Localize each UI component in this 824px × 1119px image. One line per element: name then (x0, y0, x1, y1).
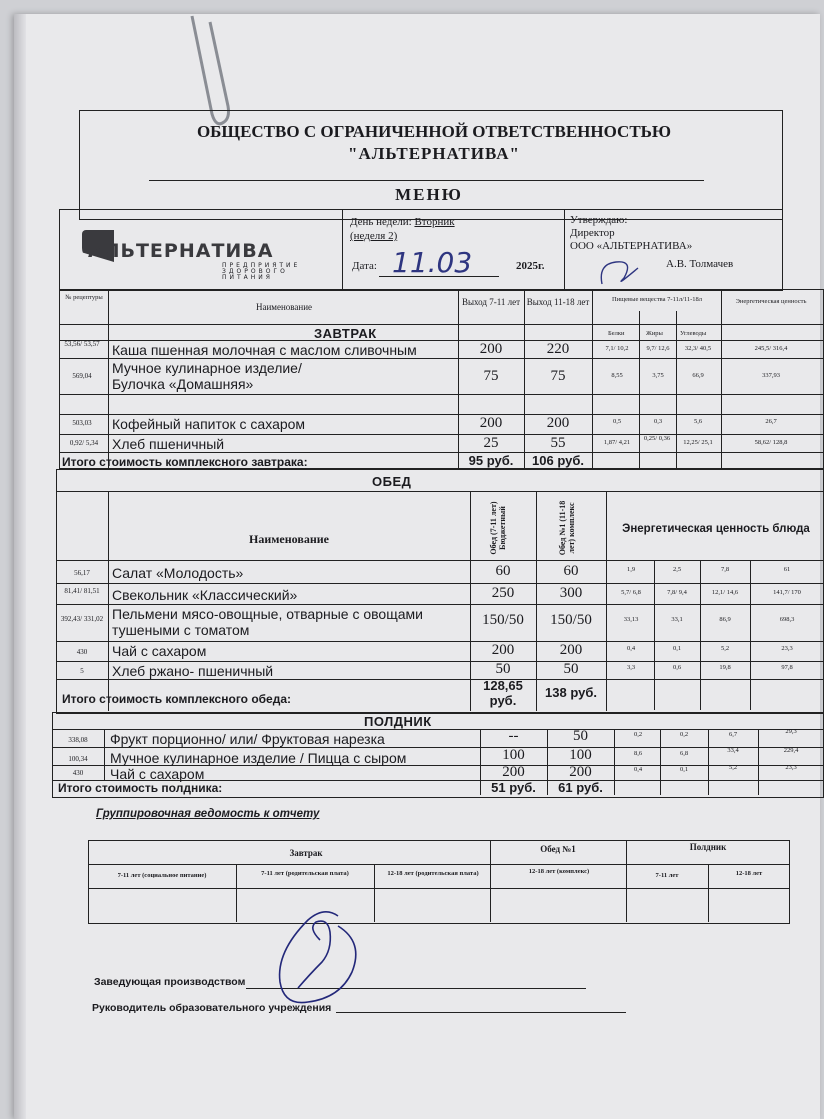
output-11-18: 220 (546, 341, 570, 357)
output-11-18: 300 (559, 585, 583, 601)
protein: 0,2 (633, 731, 643, 738)
energy: 337,93 (762, 372, 780, 379)
approve-role: Директор (570, 227, 615, 239)
output-11-18: 50 (563, 661, 579, 677)
carbs: 5,6 (693, 418, 703, 425)
dish-name: Хлеб ржано- пшеничный (112, 663, 274, 679)
recipe-code: 53,56/ 53,57 (64, 340, 100, 348)
recipe-code: 503,03 (72, 419, 92, 427)
report-col-1: 7-11 лет (социальное питание) (117, 872, 207, 879)
report-col-6: 12-18 лет (735, 870, 763, 877)
report-col-5: 7-11 лет (655, 872, 679, 879)
dish-name: Мучное кулинарное изделие / Пицца с сыром (110, 750, 407, 766)
lunch-total-label: Итого стоимость комплексного обеда: (62, 692, 292, 706)
energy: 229,4 (783, 747, 799, 754)
output-7-11: 250 (491, 585, 515, 601)
dish-name: Хлеб пшеничный (112, 436, 225, 452)
fat: 6,8 (679, 750, 689, 757)
protein: 7,1/ 10,2 (605, 345, 629, 352)
report-col-2: 7-11 лет (родительская плата) (261, 870, 349, 877)
fat: 9,7/ 12,6 (646, 345, 670, 352)
energy: 23,3 (785, 764, 797, 771)
output-7-11: 100 (502, 747, 525, 763)
fat: 0,6 (672, 664, 682, 671)
report-col-3: 12-18 лет (родительская плата) (387, 870, 479, 877)
recipe-code: 430 (72, 769, 84, 777)
carbs: 32,3/ 40,5 (684, 345, 712, 352)
fat: 0,25/ 0,36 (643, 435, 671, 442)
protein: 33,13 (623, 616, 639, 623)
output-11-18: 75 (550, 368, 566, 384)
approve-block (570, 214, 692, 253)
head-school-line (336, 1012, 626, 1013)
carbs: 12,1/ 14,6 (711, 589, 739, 596)
output-11-18: 150/50 (550, 612, 592, 628)
carbs: 66,9 (692, 372, 704, 379)
recipe-code: 100,34 (68, 755, 88, 763)
org-name-line2: "АЛЬТЕРНАТИВА" (348, 144, 520, 163)
lunch-total-7-11: 128,65 руб. (483, 678, 523, 708)
recipe-code: 0,92/ 5,34 (69, 439, 99, 447)
carbs: 12,25/ 25,1 (683, 439, 713, 446)
logo-text: АЛЬТЕРНАТИВА (88, 240, 274, 262)
lunch-col-output-7-11: Обед (7-11 лет) Бюджетный (489, 501, 507, 555)
dish-name: Чай с сахаром (112, 643, 207, 659)
energy: 29,3 (785, 728, 797, 735)
recipe-code: 338,08 (68, 736, 88, 744)
protein: 3,3 (626, 664, 636, 671)
protein: 0,5 (612, 418, 622, 425)
weekday-field (350, 216, 455, 228)
fat: 2,5 (672, 566, 682, 573)
fat: 0,1 (672, 645, 682, 652)
output-11-18: 200 (546, 415, 570, 431)
fat: 0,2 (679, 731, 689, 738)
output-7-11: 50 (495, 661, 511, 677)
recipe-code: 56,17 (74, 569, 90, 577)
date-label: Дата: (352, 260, 377, 272)
dish-name: Каша пшенная молочная с маслом сливочным (112, 342, 417, 358)
protein: 0,4 (633, 766, 643, 773)
dish-name: Фрукт порционно/ или/ Фруктовая нарезка (110, 731, 385, 747)
section-breakfast: ЗАВТРАК (314, 326, 377, 341)
output-7-11: 75 (483, 368, 499, 384)
section-snack: ПОЛДНИК (364, 714, 432, 729)
handwritten-signature (268, 902, 378, 1012)
recipe-code: 430 (76, 648, 88, 656)
org-name-line1: ОБЩЕСТВО С ОГРАНИЧЕННОЙ ОТВЕТСТВЕННОСТЬЮ (196, 122, 672, 141)
output-11-18: 200 (569, 764, 592, 780)
col-energy: Энергетическая ценность (735, 298, 807, 305)
lunch-total-11-18: 138 руб. (545, 685, 597, 700)
date-value: 11.03 (392, 246, 473, 279)
fat: 33,1 (671, 616, 683, 623)
col-recipe-number: № рецептуры (65, 294, 103, 301)
head-school-label: Руководитель образовательного учреждения (92, 1002, 332, 1014)
energy: 58,62/ 128,8 (754, 439, 788, 446)
fat: 7,8/ 9,4 (667, 589, 687, 596)
dish-name: Чай с сахаром (110, 766, 205, 782)
approve-label: Утверждаю: (570, 214, 628, 226)
weekday-label: День недели: (350, 216, 412, 228)
breakfast-total-7-11: 95 руб. (468, 453, 514, 468)
output-11-18: 55 (550, 435, 566, 451)
output-11-18: 50 (573, 728, 588, 744)
lunch-col-energy: Энергетическая ценность блюда (622, 523, 810, 535)
output-7-11: 150/50 (482, 612, 524, 628)
protein: 8,6 (633, 750, 643, 757)
energy: 61 (783, 566, 791, 573)
head-production-label: Заведующая производством (94, 976, 246, 988)
fat: 3,75 (652, 372, 664, 379)
energy: 698,3 (779, 616, 795, 623)
dish-name: Кофейный напиток с сахаром (112, 416, 306, 432)
recipe-code: 81,41/ 81,51 (64, 587, 100, 595)
snack-total-11-18: 61 руб. (558, 780, 603, 795)
output-7-11: 60 (495, 563, 511, 579)
col-nutrients: Пищевые вещества 7-11л/11-18л (611, 296, 703, 303)
logo-sub3: ПИТАНИЯ (222, 274, 273, 281)
carbs: 86,9 (719, 616, 731, 623)
dish-name: Пельмени мясо-овощные, отварные с овощами тушеными с томатом (112, 606, 423, 638)
output-7-11: 200 (502, 764, 525, 780)
recipe-code: 392,43/ 331,02 (60, 615, 104, 623)
carbs: 6,7 (728, 731, 738, 738)
breakfast-total-11-18: 106 руб. (532, 453, 584, 468)
breakfast-total-label: Итого стоимость комплексного завтрака: (62, 455, 308, 469)
energy: 141,7/ 170 (773, 589, 801, 596)
menu-sheet (14, 14, 820, 1119)
report-table (88, 840, 790, 924)
fat: 0,1 (679, 766, 689, 773)
protein: 5,7/ 6,8 (621, 589, 641, 596)
lunch-col-name: Наименование (249, 532, 329, 546)
dish-name: Салат «Молодость» (112, 565, 244, 581)
protein: 0,4 (626, 645, 636, 652)
protein: 8,55 (611, 372, 623, 379)
carbs: 33,4 (727, 747, 739, 754)
recipe-code: 5 (80, 667, 84, 675)
col-name-header: Наименование (255, 302, 313, 312)
carbs: 5,2 (728, 764, 738, 771)
energy: 97,8 (781, 664, 793, 671)
sub-fat: Жиры (646, 330, 663, 337)
logo-sub1: ПРЕДПРИЯТИЕ (222, 262, 301, 269)
snack-total-label: Итого стоимость полдника: (58, 781, 223, 795)
year-value: 2025г. (516, 260, 545, 272)
dish-name: Свекольник «Классический» (112, 587, 298, 603)
output-11-18: 200 (559, 642, 583, 658)
output-11-18: 60 (563, 563, 579, 579)
sub-protein: Белки (608, 330, 625, 337)
recipe-code: 569,04 (72, 372, 92, 380)
col-output-11-18: Выход 11-18 лет (526, 297, 590, 307)
company-logo (82, 226, 327, 281)
approve-org: ООО «АЛЬТЕРНАТИВА» (570, 240, 693, 252)
energy: 23,3 (781, 645, 793, 652)
section-lunch: ОБЕД (372, 474, 412, 489)
carbs: 19,8 (719, 664, 731, 671)
output-11-18: 100 (569, 747, 592, 763)
report-title: Группировочная ведомость к отчету (96, 808, 320, 820)
header-divider (149, 180, 704, 181)
output-7-11: 200 (491, 642, 515, 658)
protein: 1,87/ 4,21 (603, 439, 631, 446)
output-7-11: -- (508, 728, 519, 744)
col-output-7-11: Выход 7-11 лет (461, 297, 521, 307)
protein: 1,9 (626, 566, 636, 573)
sub-carbs: Углеводы (680, 330, 707, 337)
output-7-11: 200 (479, 415, 503, 431)
output-7-11: 200 (479, 341, 503, 357)
snack-total-7-11: 51 руб. (491, 780, 536, 795)
lunch-col-output-11-18: Обед №1 (11-18 лет) комплекс (558, 500, 576, 556)
fat: 0,3 (653, 418, 663, 425)
report-group-breakfast: Завтрак (289, 848, 323, 858)
menu-title: МЕНЮ (395, 185, 463, 204)
weekday-value: Вторник (414, 216, 455, 228)
output-7-11: 25 (483, 435, 499, 451)
dish-name: Мучное кулинарное изделие/ Булочка «Домашняя» (112, 360, 302, 392)
report-group-snack: Полдник (689, 842, 727, 852)
director-signature (594, 254, 654, 290)
energy: 245,5/ 316,4 (754, 345, 788, 352)
approve-name: А.В. Толмачев (666, 258, 734, 270)
report-col-4: 12-18 лет (комплекс) (528, 868, 590, 875)
logo-sub2: ЗДОРОВОГО (222, 268, 288, 275)
report-group-lunch: Обед №1 (540, 844, 576, 854)
energy: 26,7 (765, 418, 777, 425)
week-number: (неделя 2) (350, 230, 398, 242)
carbs: 7,8 (720, 566, 730, 573)
carbs: 5,2 (720, 645, 730, 652)
